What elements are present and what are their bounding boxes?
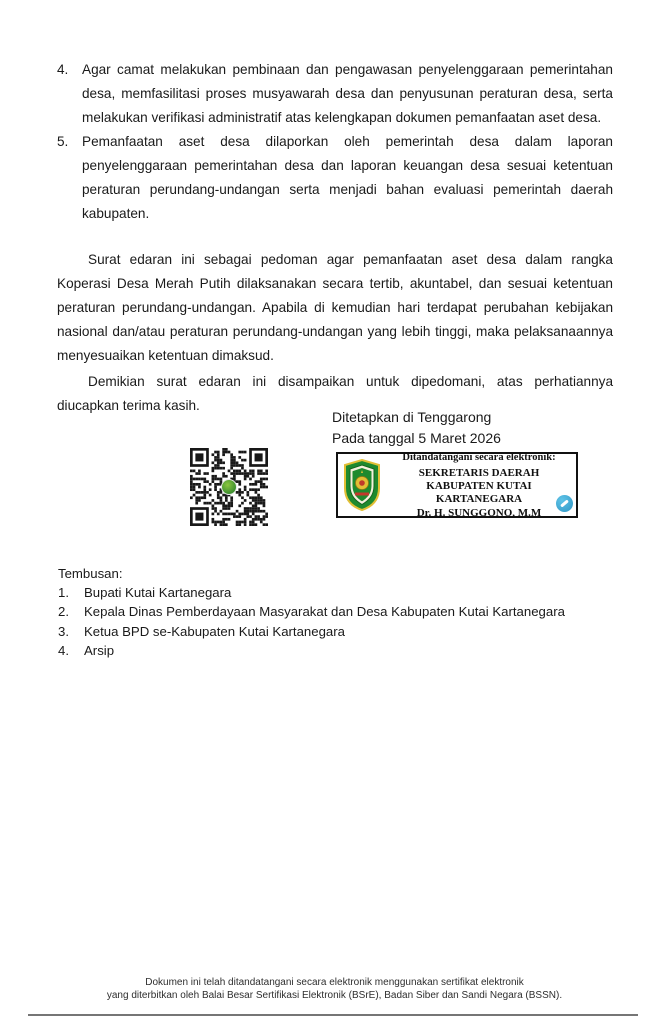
item-number: 4. xyxy=(57,62,69,77)
tembusan-number: 2. xyxy=(58,604,69,620)
item-text: Pemanfaatan aset desa dilaporkan oleh pemerintah desa dalam laporan penyelenggaraan pemerintahan desa dan laporan keuangan desa sesuai ketentuan peraturan perundang-undangan serta menjadi bahan evaluasi pemerintah daerah kabupaten. xyxy=(82,134,613,221)
tembusan-text: Kepala Dinas Pemberdayaan Masyarakat dan Desa Kabupaten Kutai Kartanegara xyxy=(84,604,565,620)
tembusan-text: Arsip xyxy=(84,642,115,658)
closing-paragraph: Surat edaran ini sebagai pedoman agar pemanfaatan aset desa dalam rangka Koperasi Desa Merah Putih dilaksanakan secara tertib, akuntabel, dan sesuai ketentuan peraturan perundang-undangan. Apabila di kemudian hari terdapat perubahan kebijakan nasional dan/atau peraturan perundang-undangan yang lebih tinggi, maka pelaksanaannya menyesuaikan ketentuan dimaksud. xyxy=(57,252,613,363)
signer-title: SEKRETARIS DAERAH xyxy=(418,466,540,479)
tembusan-title: Tembusan: xyxy=(58,566,123,581)
tembusan-item xyxy=(58,602,598,621)
signing-place: Ditetapkan di Tenggarong xyxy=(332,409,492,425)
footer-line-2: yang diterbitkan oleh Balai Besar Sertifikasi Elektronik (BSrE), Badan Siber dan Sandi Negara (BSSN). xyxy=(106,990,563,1001)
tembusan-number: 4. xyxy=(58,642,69,658)
footer-line-1: Dokumen ini telah ditandatangani secara elektronik menggunakan sertifikat elektronik xyxy=(145,977,524,988)
letter-body xyxy=(57,58,613,418)
signing-place-date xyxy=(332,407,501,449)
item-text: Agar camat melakukan pembinaan dan pengawasan penyelenggaraan pemerintahan desa, memfasilitasi proses musyawarah desa dan penyusunan peraturan desa, serta melakukan verifikasi administratif atas kelengkapan dokumen pemanfaatan aset desa. xyxy=(82,62,613,125)
kutai-kartanegara-seal-icon xyxy=(342,459,382,511)
tembusan-text: Bupati Kutai Kartanegara xyxy=(84,585,232,601)
electronic-signature-stamp xyxy=(336,452,578,518)
final-paragraph: Demikian surat edaran ini disampaikan untuk dipedomani, atas perhatiannya diucapkan terima kasih. xyxy=(57,374,613,413)
qr-code-icon xyxy=(190,448,268,526)
numbered-item-5 xyxy=(57,130,613,226)
bsre-badge-icon xyxy=(556,495,573,512)
tembusan-number: 3. xyxy=(58,623,69,639)
item-number: 5. xyxy=(57,134,69,149)
numbered-item-4 xyxy=(57,58,613,130)
esign-footer-note xyxy=(0,976,669,1002)
tembusan-section xyxy=(58,564,598,660)
page-bottom-rule xyxy=(28,1014,638,1016)
tembusan-number: 1. xyxy=(58,585,69,601)
stamp-heading: Ditandatangani secara elektronik: xyxy=(402,451,556,463)
stamp-text-block xyxy=(382,451,576,520)
signer-name: Dr. H. SUNGGONO, M.M xyxy=(416,506,542,519)
tembusan-item xyxy=(58,622,598,641)
signer-region: KABUPATEN KUTAI KARTANEGARA xyxy=(426,479,532,505)
qr-center-logo-icon xyxy=(221,479,237,495)
signing-date: Pada tanggal 5 Maret 2026 xyxy=(332,430,501,446)
tembusan-item xyxy=(58,583,598,602)
tembusan-text: Ketua BPD se-Kabupaten Kutai Kartanegara xyxy=(84,623,345,639)
tembusan-item xyxy=(58,641,598,660)
